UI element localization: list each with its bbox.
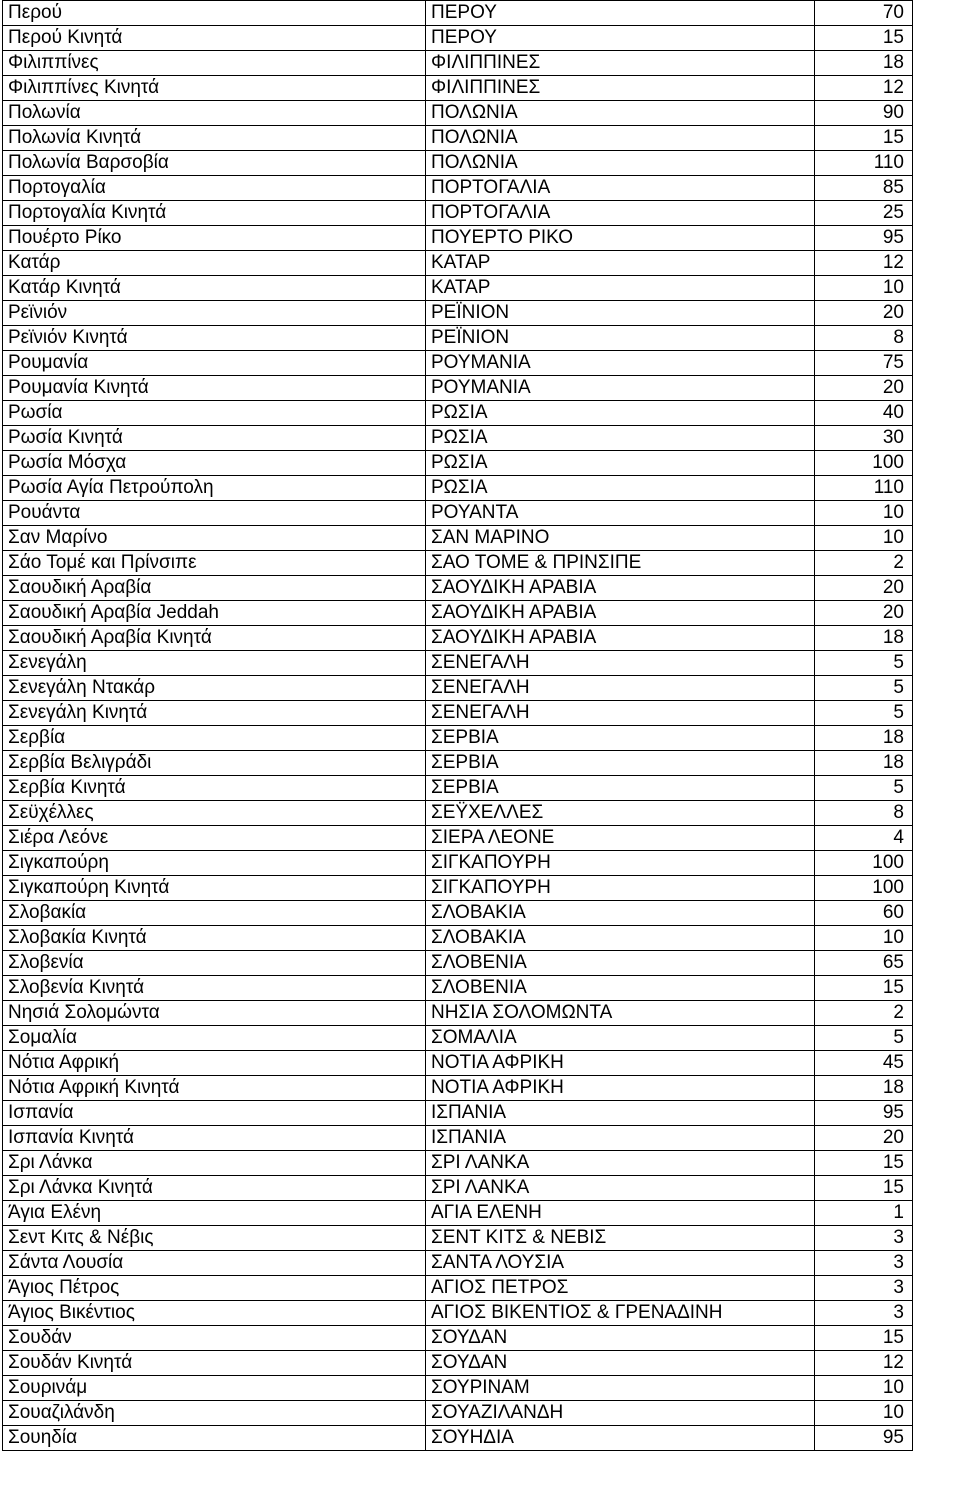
table-row xyxy=(3,526,913,551)
rates-table-body xyxy=(3,1,913,1451)
country-cell: ΣΛΟΒΑΚΙΑ xyxy=(426,926,815,951)
country-cell: ΣΛΟΒΕΝΙΑ xyxy=(426,951,815,976)
country-cell: ΦΙΛΙΠΠΙΝΕΣ xyxy=(426,76,815,101)
table-row xyxy=(3,1026,913,1051)
destination-cell: Σιγκαπούρη Κινητά xyxy=(3,876,426,901)
table-row xyxy=(3,1051,913,1076)
destination-cell: Πολωνία Βαρσοβία xyxy=(3,151,426,176)
country-cell: ΣΑΟ ΤΟΜΕ & ΠΡΙΝΣΙΠΕ xyxy=(426,551,815,576)
destination-cell: Σλοβενία Κινητά xyxy=(3,976,426,1001)
value-cell: 10 xyxy=(815,501,913,526)
country-cell: ΡΕΪΝΙΟΝ xyxy=(426,301,815,326)
destination-cell: Σομαλία xyxy=(3,1026,426,1051)
destination-cell: Νότια Αφρική xyxy=(3,1051,426,1076)
table-row xyxy=(3,226,913,251)
country-cell: ΣΙΓΚΑΠΟΥΡΗ xyxy=(426,851,815,876)
table-row xyxy=(3,926,913,951)
country-cell: ΝΟΤΙΑ ΑΦΡΙΚΗ xyxy=(426,1051,815,1076)
table-row xyxy=(3,251,913,276)
value-cell: 18 xyxy=(815,51,913,76)
value-cell: 15 xyxy=(815,1326,913,1351)
table-row xyxy=(3,326,913,351)
destination-cell: Ρουμανία xyxy=(3,351,426,376)
destination-cell: Σεϋχέλλες xyxy=(3,801,426,826)
destination-cell: Κατάρ Κινητά xyxy=(3,276,426,301)
country-cell: ΣΑΟΥΔΙΚΗ ΑΡΑΒΙΑ xyxy=(426,626,815,651)
destination-cell: Πουέρτο Ρίκο xyxy=(3,226,426,251)
value-cell: 75 xyxy=(815,351,913,376)
destination-cell: Σερβία Κινητά xyxy=(3,776,426,801)
table-row xyxy=(3,776,913,801)
country-cell: ΡΩΣΙΑ xyxy=(426,451,815,476)
destination-cell: Σρι Λάνκα xyxy=(3,1151,426,1176)
table-row xyxy=(3,1351,913,1376)
table-row xyxy=(3,901,913,926)
country-cell: ΠΕΡΟΥ xyxy=(426,1,815,26)
country-cell: ΣΕΝΕΓΑΛΗ xyxy=(426,701,815,726)
destination-cell: Πολωνία xyxy=(3,101,426,126)
table-row xyxy=(3,851,913,876)
value-cell: 2 xyxy=(815,551,913,576)
country-cell: ΠΟΛΩΝΙΑ xyxy=(426,101,815,126)
value-cell: 20 xyxy=(815,1126,913,1151)
destination-cell: Ισπανία Κινητά xyxy=(3,1126,426,1151)
destination-cell: Σερβία xyxy=(3,726,426,751)
destination-cell: Άγιος Πέτρος xyxy=(3,1276,426,1301)
value-cell: 95 xyxy=(815,226,913,251)
value-cell: 5 xyxy=(815,1026,913,1051)
destination-cell: Σουδάν Κινητά xyxy=(3,1351,426,1376)
value-cell: 18 xyxy=(815,1076,913,1101)
country-cell: ΣΕΡΒΙΑ xyxy=(426,751,815,776)
country-cell: ΙΣΠΑΝΙΑ xyxy=(426,1101,815,1126)
destination-cell: Περού xyxy=(3,1,426,26)
value-cell: 10 xyxy=(815,1376,913,1401)
value-cell: 65 xyxy=(815,951,913,976)
table-row xyxy=(3,1376,913,1401)
country-cell: ΣΕΡΒΙΑ xyxy=(426,726,815,751)
value-cell: 3 xyxy=(815,1226,913,1251)
destination-cell: Ρεϊνιόν xyxy=(3,301,426,326)
country-cell: ΑΓΙΟΣ ΠΕΤΡΟΣ xyxy=(426,1276,815,1301)
value-cell: 5 xyxy=(815,676,913,701)
table-row xyxy=(3,351,913,376)
table-row xyxy=(3,101,913,126)
country-cell: ΣΟΥΡΙΝΑΜ xyxy=(426,1376,815,1401)
destination-cell: Ρωσία Μόσχα xyxy=(3,451,426,476)
destination-cell: Πορτογαλία Κινητά xyxy=(3,201,426,226)
destination-cell: Άγια Ελένη xyxy=(3,1201,426,1226)
country-cell: ΣΙΓΚΑΠΟΥΡΗ xyxy=(426,876,815,901)
country-cell: ΠΕΡΟΥ xyxy=(426,26,815,51)
value-cell: 15 xyxy=(815,26,913,51)
country-cell: ΣΕΡΒΙΑ xyxy=(426,776,815,801)
table-row xyxy=(3,1251,913,1276)
table-row xyxy=(3,376,913,401)
destination-cell: Φιλιππίνες xyxy=(3,51,426,76)
table-row xyxy=(3,1201,913,1226)
country-cell: ΡΟΥΜΑΝΙΑ xyxy=(426,376,815,401)
country-cell: ΣΑΝ ΜΑΡΙΝΟ xyxy=(426,526,815,551)
value-cell: 85 xyxy=(815,176,913,201)
table-row xyxy=(3,551,913,576)
country-cell: ΦΙΛΙΠΠΙΝΕΣ xyxy=(426,51,815,76)
country-cell: ΣΛΟΒΕΝΙΑ xyxy=(426,976,815,1001)
value-cell: 20 xyxy=(815,576,913,601)
table-row xyxy=(3,951,913,976)
country-cell: ΣΕΫΧΕΛΛΕΣ xyxy=(426,801,815,826)
destination-cell: Σενεγάλη Ντακάρ xyxy=(3,676,426,701)
table-row xyxy=(3,151,913,176)
value-cell: 95 xyxy=(815,1426,913,1451)
table-row xyxy=(3,276,913,301)
value-cell: 10 xyxy=(815,1401,913,1426)
table-row xyxy=(3,576,913,601)
destination-cell: Πορτογαλία xyxy=(3,176,426,201)
country-cell: ΡΩΣΙΑ xyxy=(426,426,815,451)
destination-cell: Σουαζιλάνδη xyxy=(3,1401,426,1426)
value-cell: 5 xyxy=(815,651,913,676)
table-row xyxy=(3,701,913,726)
destination-cell: Περού Κινητά xyxy=(3,26,426,51)
value-cell: 1 xyxy=(815,1201,913,1226)
value-cell: 5 xyxy=(815,776,913,801)
country-cell: ΠΟΥΕΡΤΟ ΡΙΚΟ xyxy=(426,226,815,251)
table-row xyxy=(3,51,913,76)
country-cell: ΣΕΝΕΓΑΛΗ xyxy=(426,651,815,676)
value-cell: 10 xyxy=(815,526,913,551)
destination-cell: Σλοβακία xyxy=(3,901,426,926)
value-cell: 95 xyxy=(815,1101,913,1126)
country-cell: ΣΑΝΤΑ ΛΟΥΣΙΑ xyxy=(426,1251,815,1276)
destination-cell: Σάο Τομέ και Πρίνσιπε xyxy=(3,551,426,576)
country-cell: ΑΓΙΑ ΕΛΕΝΗ xyxy=(426,1201,815,1226)
value-cell: 2 xyxy=(815,1001,913,1026)
country-cell: ΣΟΥΔΑΝ xyxy=(426,1326,815,1351)
table-row xyxy=(3,751,913,776)
value-cell: 15 xyxy=(815,976,913,1001)
destination-cell: Νότια Αφρική Κινητά xyxy=(3,1076,426,1101)
destination-cell: Σαουδική Αραβία Jeddah xyxy=(3,601,426,626)
country-cell: ΠΟΛΩΝΙΑ xyxy=(426,126,815,151)
country-cell: ΝΗΣΙΑ ΣΟΛΟΜΩΝΤΑ xyxy=(426,1001,815,1026)
table-row xyxy=(3,651,913,676)
destination-cell: Σλοβενία xyxy=(3,951,426,976)
value-cell: 100 xyxy=(815,451,913,476)
country-cell: ΣΟΥΗΔΙΑ xyxy=(426,1426,815,1451)
destination-cell: Άγιος Βικέντιος xyxy=(3,1301,426,1326)
table-row xyxy=(3,1276,913,1301)
table-row xyxy=(3,826,913,851)
destination-cell: Σαουδική Αραβία xyxy=(3,576,426,601)
value-cell: 15 xyxy=(815,126,913,151)
country-cell: ΠΟΡΤΟΓΑΛΙΑ xyxy=(426,201,815,226)
value-cell: 20 xyxy=(815,376,913,401)
country-cell: ΣΕΝΤ ΚΙΤΣ & ΝΕΒΙΣ xyxy=(426,1226,815,1251)
table-row xyxy=(3,626,913,651)
destination-cell: Σουδάν xyxy=(3,1326,426,1351)
table-row xyxy=(3,401,913,426)
country-cell: ΡΩΣΙΑ xyxy=(426,401,815,426)
value-cell: 100 xyxy=(815,876,913,901)
table-row xyxy=(3,1001,913,1026)
destination-cell: Σερβία Βελιγράδι xyxy=(3,751,426,776)
value-cell: 18 xyxy=(815,751,913,776)
table-row xyxy=(3,1326,913,1351)
country-cell: ΣΙΕΡΑ ΛΕΟΝΕ xyxy=(426,826,815,851)
table-row xyxy=(3,876,913,901)
value-cell: 40 xyxy=(815,401,913,426)
destination-cell: Σλοβακία Κινητά xyxy=(3,926,426,951)
value-cell: 3 xyxy=(815,1301,913,1326)
value-cell: 12 xyxy=(815,76,913,101)
value-cell: 90 xyxy=(815,101,913,126)
country-cell: ΣΑΟΥΔΙΚΗ ΑΡΑΒΙΑ xyxy=(426,576,815,601)
destination-cell: Ρεϊνιόν Κινητά xyxy=(3,326,426,351)
destination-cell: Σουηδία xyxy=(3,1426,426,1451)
destination-cell: Κατάρ xyxy=(3,251,426,276)
value-cell: 18 xyxy=(815,626,913,651)
table-row xyxy=(3,1301,913,1326)
country-cell: ΣΑΟΥΔΙΚΗ ΑΡΑΒΙΑ xyxy=(426,601,815,626)
destination-cell: Νησιά Σολομώντα xyxy=(3,1001,426,1026)
table-row xyxy=(3,1151,913,1176)
table-row xyxy=(3,26,913,51)
table-row xyxy=(3,301,913,326)
value-cell: 3 xyxy=(815,1251,913,1276)
destination-cell: Σενεγάλη xyxy=(3,651,426,676)
country-cell: ΣΡΙ ΛΑΝΚΑ xyxy=(426,1151,815,1176)
country-cell: ΣΡΙ ΛΑΝΚΑ xyxy=(426,1176,815,1201)
destination-cell: Ρουάντα xyxy=(3,501,426,526)
country-cell: ΡΟΥΑΝΤΑ xyxy=(426,501,815,526)
value-cell: 110 xyxy=(815,151,913,176)
value-cell: 10 xyxy=(815,926,913,951)
destination-cell: Σρι Λάνκα Κινητά xyxy=(3,1176,426,1201)
destination-cell: Σαν Μαρίνο xyxy=(3,526,426,551)
country-cell: ΡΕΪΝΙΟΝ xyxy=(426,326,815,351)
rates-sheet xyxy=(2,0,958,1451)
table-row xyxy=(3,1226,913,1251)
destination-cell: Ρωσία Κινητά xyxy=(3,426,426,451)
destination-cell: Σάντα Λουσία xyxy=(3,1251,426,1276)
value-cell: 20 xyxy=(815,601,913,626)
table-row xyxy=(3,426,913,451)
value-cell: 30 xyxy=(815,426,913,451)
value-cell: 45 xyxy=(815,1051,913,1076)
value-cell: 12 xyxy=(815,1351,913,1376)
value-cell: 10 xyxy=(815,276,913,301)
table-row xyxy=(3,126,913,151)
rates-table xyxy=(2,0,913,1451)
destination-cell: Σιγκαπούρη xyxy=(3,851,426,876)
destination-cell: Σεντ Κιτς & Νέβις xyxy=(3,1226,426,1251)
table-row xyxy=(3,801,913,826)
country-cell: ΣΛΟΒΑΚΙΑ xyxy=(426,901,815,926)
value-cell: 5 xyxy=(815,701,913,726)
value-cell: 110 xyxy=(815,476,913,501)
value-cell: 100 xyxy=(815,851,913,876)
value-cell: 12 xyxy=(815,251,913,276)
country-cell: ΣΟΥΔΑΝ xyxy=(426,1351,815,1376)
destination-cell: Σιέρα Λεόνε xyxy=(3,826,426,851)
table-row xyxy=(3,1126,913,1151)
table-row xyxy=(3,76,913,101)
table-row xyxy=(3,601,913,626)
country-cell: ΠΟΡΤΟΓΑΛΙΑ xyxy=(426,176,815,201)
destination-cell: Ρουμανία Κινητά xyxy=(3,376,426,401)
country-cell: ΣΕΝΕΓΑΛΗ xyxy=(426,676,815,701)
destination-cell: Σενεγάλη Κινητά xyxy=(3,701,426,726)
country-cell: ΚΑΤΑΡ xyxy=(426,276,815,301)
value-cell: 4 xyxy=(815,826,913,851)
value-cell: 15 xyxy=(815,1151,913,1176)
country-cell: ΙΣΠΑΝΙΑ xyxy=(426,1126,815,1151)
country-cell: ΣΟΜΑΛΙΑ xyxy=(426,1026,815,1051)
table-row xyxy=(3,476,913,501)
value-cell: 70 xyxy=(815,1,913,26)
table-row xyxy=(3,1401,913,1426)
value-cell: 8 xyxy=(815,326,913,351)
table-row xyxy=(3,726,913,751)
table-row xyxy=(3,1176,913,1201)
value-cell: 25 xyxy=(815,201,913,226)
table-row xyxy=(3,501,913,526)
table-row xyxy=(3,676,913,701)
country-cell: ΚΑΤΑΡ xyxy=(426,251,815,276)
destination-cell: Σαουδική Αραβία Κινητά xyxy=(3,626,426,651)
value-cell: 20 xyxy=(815,301,913,326)
country-cell: ΝΟΤΙΑ ΑΦΡΙΚΗ xyxy=(426,1076,815,1101)
value-cell: 60 xyxy=(815,901,913,926)
table-row xyxy=(3,1426,913,1451)
table-row xyxy=(3,1,913,26)
destination-cell: Σουρινάμ xyxy=(3,1376,426,1401)
table-row xyxy=(3,1101,913,1126)
table-row xyxy=(3,976,913,1001)
value-cell: 18 xyxy=(815,726,913,751)
destination-cell: Φιλιππίνες Κινητά xyxy=(3,76,426,101)
destination-cell: Ισπανία xyxy=(3,1101,426,1126)
country-cell: ΑΓΙΟΣ ΒΙΚΕΝΤΙΟΣ & ΓΡΕΝΑΔΙΝΗ xyxy=(426,1301,815,1326)
destination-cell: Ρωσία Αγία Πετρούπολη xyxy=(3,476,426,501)
country-cell: ΡΩΣΙΑ xyxy=(426,476,815,501)
value-cell: 15 xyxy=(815,1176,913,1201)
table-row xyxy=(3,1076,913,1101)
country-cell: ΠΟΛΩΝΙΑ xyxy=(426,151,815,176)
table-row xyxy=(3,451,913,476)
table-row xyxy=(3,201,913,226)
value-cell: 8 xyxy=(815,801,913,826)
country-cell: ΡΟΥΜΑΝΙΑ xyxy=(426,351,815,376)
table-row xyxy=(3,176,913,201)
value-cell: 3 xyxy=(815,1276,913,1301)
country-cell: ΣΟΥΑΖΙΛΑΝΔΗ xyxy=(426,1401,815,1426)
destination-cell: Πολωνία Κινητά xyxy=(3,126,426,151)
destination-cell: Ρωσία xyxy=(3,401,426,426)
